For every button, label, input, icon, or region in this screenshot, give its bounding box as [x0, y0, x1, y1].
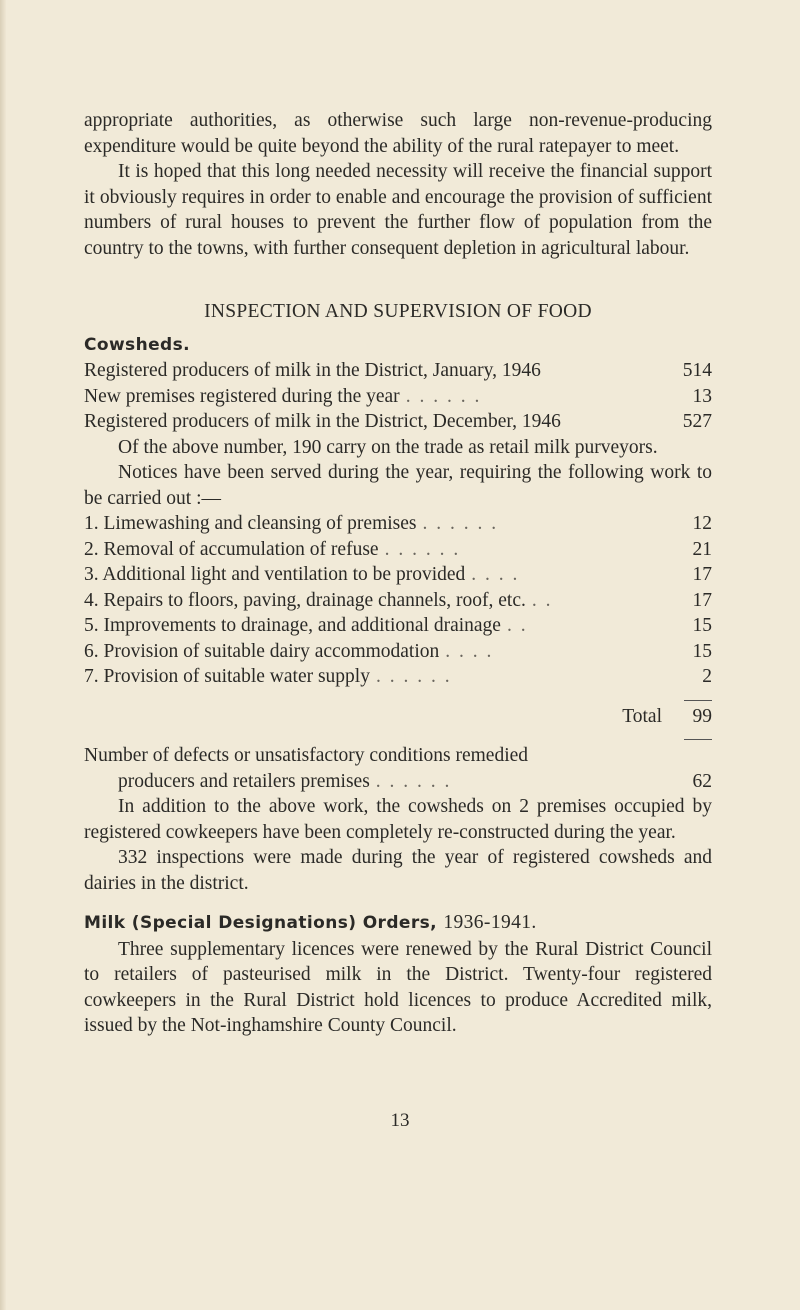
registered-label: Registered producers of milk in the District, December, 1946 — [84, 411, 561, 432]
total-row — [84, 704, 712, 730]
defects-row — [84, 769, 712, 795]
work-item-label: 7. Provision of suitable water supply — [84, 666, 370, 687]
defects-label: producers and retailers premises — [118, 770, 370, 792]
list-item — [84, 639, 712, 665]
list-item — [84, 537, 712, 563]
leader-dots: . . . . . . — [422, 513, 499, 534]
sum-rule — [684, 700, 712, 702]
work-item-label: 2. Removal of accumulation of refuse — [84, 538, 379, 560]
work-item-value: 15 — [692, 640, 712, 662]
registered-label: New premises registered during the year — [84, 385, 400, 407]
list-item — [84, 562, 712, 588]
leader-dots: . . . . . . — [375, 770, 452, 792]
leader-dots: . . . . — [471, 564, 520, 585]
work-item-value: 15 — [692, 615, 712, 636]
work-item-label: 4. Repairs to floors, paving, drainage channels, roof, etc. — [84, 589, 526, 611]
leader-dots: . . — [506, 615, 528, 636]
leader-dots: . . . . . . — [375, 666, 452, 687]
retail-note: Of the above number, 190 carry on the trade as retail milk purveyors. — [118, 436, 658, 458]
registered-list — [84, 358, 712, 435]
registered-value: 514 — [682, 360, 712, 381]
page-number: 13 — [390, 1110, 410, 1131]
milk-orders-body: Three supplementary licences were renewed by the Rural District Council to retailers of pasteurised milk in the District. Twenty-four registered cowkeepers in the Rural District hold licences to produce Accredited milk, issued by the Not-inghamshire County Council. — [84, 938, 712, 1036]
leader-dots: . . . . . . — [405, 385, 482, 407]
leader-dots: . . . . . . — [384, 538, 461, 560]
work-item-value: 12 — [692, 513, 712, 534]
total-rule — [684, 739, 712, 741]
document-page — [84, 108, 712, 1039]
work-item-label: 1. Limewashing and cleansing of premises — [84, 513, 417, 534]
leader-dots: . . — [531, 589, 553, 611]
inspections-note: 332 inspections were made during the year of registered cowsheds and dairies in the district. — [84, 847, 712, 894]
registered-row — [84, 409, 712, 435]
total-value: 99 — [692, 705, 712, 727]
sum-rule-row — [84, 690, 712, 702]
registered-label: Registered producers of milk in the District, January, 1946 — [84, 360, 541, 381]
list-item — [84, 664, 712, 690]
registered-value: 13 — [692, 385, 712, 407]
cowsheds-title: Cowsheds. — [84, 334, 190, 355]
registered-value: 527 — [682, 411, 712, 432]
milk-orders-years: 1936-1941. — [443, 912, 537, 933]
milk-orders-title: Milk (Special Designations) Orders, — [84, 913, 437, 933]
work-items-list — [84, 511, 712, 690]
total-rule-row — [84, 729, 712, 741]
reconstruction-note: In addition to the above work, the cowsheds on 2 premises occupied by registered cowkeepers have been completely re-constructed during the year. — [84, 796, 712, 843]
defects-value: 62 — [692, 770, 712, 792]
notices-intro: Notices have been served during the year, requiring the following work to be carried out :— — [84, 462, 712, 509]
intro-paragraph-1: appropriate authorities, as otherwise such large non-revenue-producing expenditure would be quite beyond the ability of the rural ratepayer to meet. — [84, 110, 712, 157]
work-item-label: 6. Provision of suitable dairy accommodation — [84, 640, 440, 662]
leader-dots: . . . . — [445, 640, 494, 662]
total-label: Total — [622, 705, 662, 727]
list-item — [84, 613, 712, 639]
registered-row — [84, 358, 712, 384]
list-item — [84, 588, 712, 614]
work-item-value: 2 — [702, 666, 712, 687]
intro-paragraph-2: It is hoped that this long needed necessity will receive the financial support it obviously requires in order to enable and encourage the provision of sufficient numbers of rural houses to prevent the further flow of population from the country to the towns, with further consequent depletion in agricultural labour. — [84, 161, 712, 259]
list-item — [84, 511, 712, 537]
section-heading: INSPECTION AND SUPERVISION OF FOOD — [204, 301, 592, 322]
milk-orders-heading — [84, 910, 712, 937]
work-item-value: 17 — [692, 564, 712, 585]
work-item-value: 17 — [692, 589, 712, 611]
work-item-label: 3. Additional light and ventilation to be provided — [84, 564, 466, 585]
work-item-value: 21 — [692, 538, 712, 560]
work-item-label: 5. Improvements to drainage, and additional drainage — [84, 615, 501, 636]
defects-line-1: Number of defects or unsatisfactory conditions remedied — [84, 745, 529, 766]
registered-row — [84, 384, 712, 410]
